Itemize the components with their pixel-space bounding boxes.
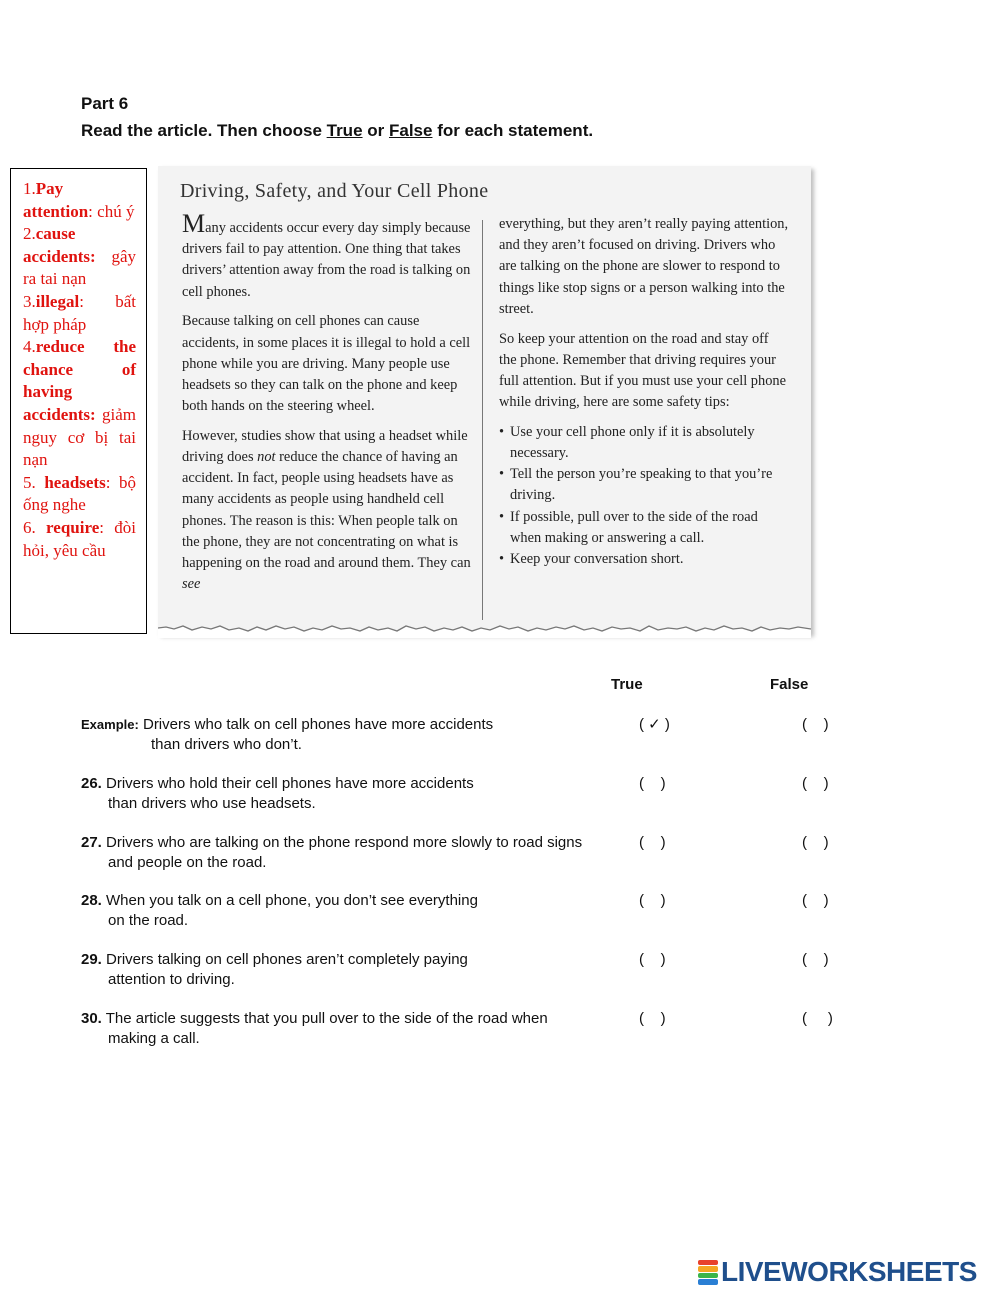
statement-line1: When you talk on a cell phone, you don’t see everything <box>101 892 478 909</box>
question-number: 29. <box>81 951 102 968</box>
vocab-sep: : <box>79 291 84 311</box>
true-word: True <box>326 121 363 140</box>
false-option[interactable]: ( ) <box>802 951 829 968</box>
false-option[interactable]: ( ) <box>802 892 829 909</box>
article-paragraph: everything, but they aren’t really paying attention, and they aren’t focused on driving. Drivers who are talking on the phone are slower to respond to things like stop signs or a person walking into the street. <box>499 216 789 317</box>
safety-tip: • Use your cell phone only if it is absolutely necessary. <box>499 422 789 464</box>
vocab-entry <box>23 223 136 291</box>
article-paragraph <box>182 426 472 596</box>
statement-line2: attention to driving. <box>108 970 235 988</box>
vocab-sep: : <box>105 472 111 492</box>
liveworksheets-logo <box>698 1257 977 1287</box>
vocab-entry <box>23 178 136 223</box>
example-label: Example: <box>81 717 139 732</box>
statement-line2: making a call. <box>108 1029 200 1047</box>
question-row-30 <box>81 1009 861 1048</box>
statement-line2: than drivers who use headsets. <box>108 794 316 812</box>
paragraph-text: However, studies show that using a headset while driving does <box>182 427 468 466</box>
vocab-meaning: gây ra tai nạn <box>23 246 136 289</box>
vocab-meaning: bất hợp pháp <box>23 291 136 334</box>
question-row-27 <box>81 833 861 872</box>
instructions-pre: Read the article. Then choose <box>81 121 327 140</box>
vocab-term: headsets <box>44 472 106 492</box>
liveworksheets-icon <box>698 1259 718 1285</box>
vocab-meaning: chú ý <box>92 201 135 221</box>
safety-tip: • Keep your conversation short. <box>499 549 789 570</box>
statement-line2: and people on the road. <box>108 853 267 871</box>
vocab-num: 4. <box>23 337 36 357</box>
vocab-term: illegal <box>35 291 80 311</box>
true-option[interactable]: ( ) <box>639 892 666 909</box>
part-title: Part 6 <box>81 94 129 113</box>
or-word: or <box>362 121 389 140</box>
statement-line2: than drivers who don’t. <box>151 735 302 753</box>
paragraph-text: any accidents occur every day simply because drivers fail to pay attention. One thing that takes drivers’ attention away from the road is talking on cell phones. <box>182 220 471 300</box>
vocab-num: 3. <box>23 291 36 311</box>
safety-tips-list <box>499 422 789 570</box>
example-row <box>81 715 861 754</box>
vocab-entry <box>23 472 136 517</box>
instructions <box>81 121 593 141</box>
false-option[interactable]: ( ) <box>802 775 829 792</box>
drop-cap: M <box>182 209 206 238</box>
false-word: False <box>388 121 433 140</box>
true-column-header: True <box>611 676 643 693</box>
safety-tip: • If possible, pull over to the side of the road when making or answering a call. <box>499 507 789 549</box>
article-image <box>158 166 811 634</box>
false-option[interactable]: ( ) <box>802 716 829 733</box>
question-row-26 <box>81 774 861 813</box>
question-row-28 <box>81 891 861 930</box>
vocabulary-box <box>10 168 147 634</box>
statement-line1: The article suggests that you pull over to the side of the road when <box>101 1010 548 1027</box>
vocab-meaning: đòi hỏi, yêu cầu <box>23 517 136 560</box>
vocab-entry <box>23 517 136 562</box>
statement-line1: Drivers who are talking on the phone respond more slowly to road signs <box>101 834 583 851</box>
article-column-left <box>182 209 472 604</box>
vocab-entry <box>23 291 136 336</box>
false-option[interactable]: ( ) <box>802 1010 833 1027</box>
question-number: 27. <box>81 834 102 851</box>
statement-line1: Drivers who talk on cell phones have more accidents <box>138 716 494 733</box>
instructions-post: for each statement. <box>432 121 594 140</box>
question-row-29 <box>81 950 861 989</box>
vocab-num: 1. <box>23 179 36 198</box>
article-title: Driving, Safety, and Your Cell Phone <box>180 180 489 202</box>
vocab-term: reduce the chance of having accidents: <box>23 337 136 424</box>
vocab-sep: : <box>99 517 104 537</box>
vocab-num: 2. <box>23 224 36 244</box>
false-column-header: False <box>770 676 809 693</box>
vocab-num: 6. <box>23 517 47 537</box>
safety-tip: • Tell the person you’re speaking to that you’re driving. <box>499 464 789 506</box>
true-option[interactable]: ( ) <box>639 951 666 968</box>
emphasis-text: see <box>182 576 201 593</box>
vocab-term: require <box>46 517 100 537</box>
paragraph-text: reduce the chance of having an accident. In fact, people using headsets have as many accidents as people using handheld cell phones. The reason is this: When people talk on the phone, they are not concentrating on what is happening on the road and around them. They can <box>182 449 471 572</box>
vocab-meaning: bộ ống nghe <box>23 472 137 515</box>
vocab-meaning: giảm nguy cơ bị tai nạn <box>23 404 136 470</box>
vocab-term: Pay attention <box>23 179 89 221</box>
question-number: 28. <box>81 892 102 909</box>
true-option-checked[interactable]: ( ✓ ) <box>639 716 670 733</box>
false-option[interactable]: ( ) <box>802 834 829 851</box>
torn-paper-edge <box>158 618 811 638</box>
statement-line2: on the road. <box>108 911 189 929</box>
statement-line1: Drivers who hold their cell phones have more accidents <box>101 775 474 792</box>
true-option[interactable]: ( ) <box>639 834 666 851</box>
article-paragraph <box>182 209 472 303</box>
brand-name: LIVEWORKSHEETS <box>721 1256 977 1287</box>
column-divider <box>482 220 483 620</box>
question-number: 26. <box>81 775 102 792</box>
question-number: 30. <box>81 1010 102 1027</box>
true-option[interactable]: ( ) <box>639 775 666 792</box>
statement-line1: Drivers talking on cell phones aren’t completely paying <box>101 951 468 968</box>
vocab-entry <box>23 336 136 472</box>
vocab-num: 5. <box>23 472 45 492</box>
article-paragraph: So keep your attention on the road and stay off the phone. Remember that driving requires your full attention. But if you must use your cell phone while driving, here are some safety tips: <box>499 330 786 411</box>
true-option[interactable]: ( ) <box>639 1010 666 1027</box>
article-column-right <box>499 214 789 570</box>
emphasis-text: not <box>257 449 276 466</box>
vocab-term: cause accidents: <box>23 224 96 266</box>
article-paragraph: Because talking on cell phones can cause accidents, in some places it is illegal to hold a cell phone while you are driving. Many people use headsets so they can talk on the phone and keep both hands on the steering wheel. <box>182 313 471 415</box>
vocab-sep: : <box>88 201 93 221</box>
